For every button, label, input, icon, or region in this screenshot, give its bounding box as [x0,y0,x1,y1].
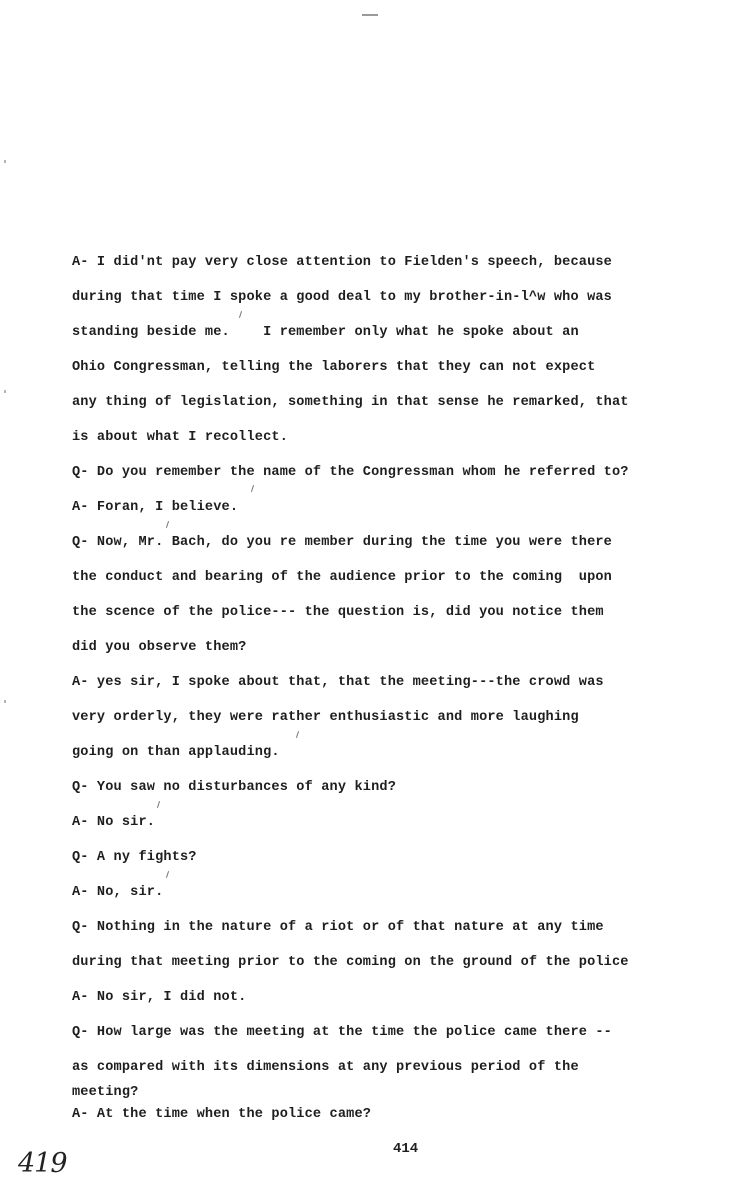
stray-mark [251,485,254,492]
transcript-line: as compared with its dimensions at any previous period of the [72,1060,579,1075]
transcript-line: the scence of the police--- the question is, did you notice them [72,605,604,620]
handwritten-page-number: 419 [18,1148,67,1179]
transcript-line: A- Foran, I believe. [72,500,239,515]
transcript-line: standing beside me. I remember only what he spoke about an [72,325,579,340]
transcript-line: A- yes sir, I spoke about that, that the meeting---the crowd was [72,675,604,690]
transcript-line: the conduct and bearing of the audience prior to the coming upon [72,570,612,585]
transcript-line: Q- Nothing in the nature of a riot or of that nature at any time [72,920,604,935]
transcript-line: Q- Do you remember the name of the Congressman whom he referred to? [72,465,629,480]
transcript-line: A- No, sir. [72,885,164,900]
stray-mark [166,871,169,878]
transcript-line: A- No sir. [72,815,156,830]
transcript-line: Q- How large was the meeting at the time the police came there -- [72,1025,612,1040]
typed-page-number: 414 [393,1141,419,1157]
transcript-line: Q- You saw no disturbances of any kind? [72,780,396,795]
transcript-line: any thing of legislation, something in that sense he remarked, that [72,395,629,410]
transcript-line: very orderly, they were rather enthusiastic and more laughing [72,710,579,725]
scan-mark [362,14,378,16]
transcript-line: during that meeting prior to the coming on the ground of the police [72,955,629,970]
transcript-line: Q- A ny fights? [72,850,197,865]
stray-mark [296,731,299,738]
stray-mark [157,801,160,808]
transcript-line: did you observe them? [72,640,247,655]
transcript-line: A- I did'nt pay very close attention to Fielden's speech, because [72,255,612,270]
scan-speck [4,160,6,163]
stray-mark [239,311,242,318]
scan-speck [4,700,6,703]
transcript-line: A- No sir, I did not. [72,990,247,1005]
scan-speck [4,390,6,393]
transcript-line: meeting? [72,1085,139,1100]
stray-mark [166,521,169,528]
transcript-line: is about what I recollect. [72,430,288,445]
transcript-line: Q- Now, Mr. Bach, do you re member during the time you were there [72,535,612,550]
transcript-line: Ohio Congressman, telling the laborers that they can not expect [72,360,596,375]
transcript-line: A- At the time when the police came? [72,1107,372,1122]
transcript-line: going on than applauding. [72,745,280,760]
transcript-line: during that time I spoke a good deal to my brother-in-l^w who was [72,290,612,305]
